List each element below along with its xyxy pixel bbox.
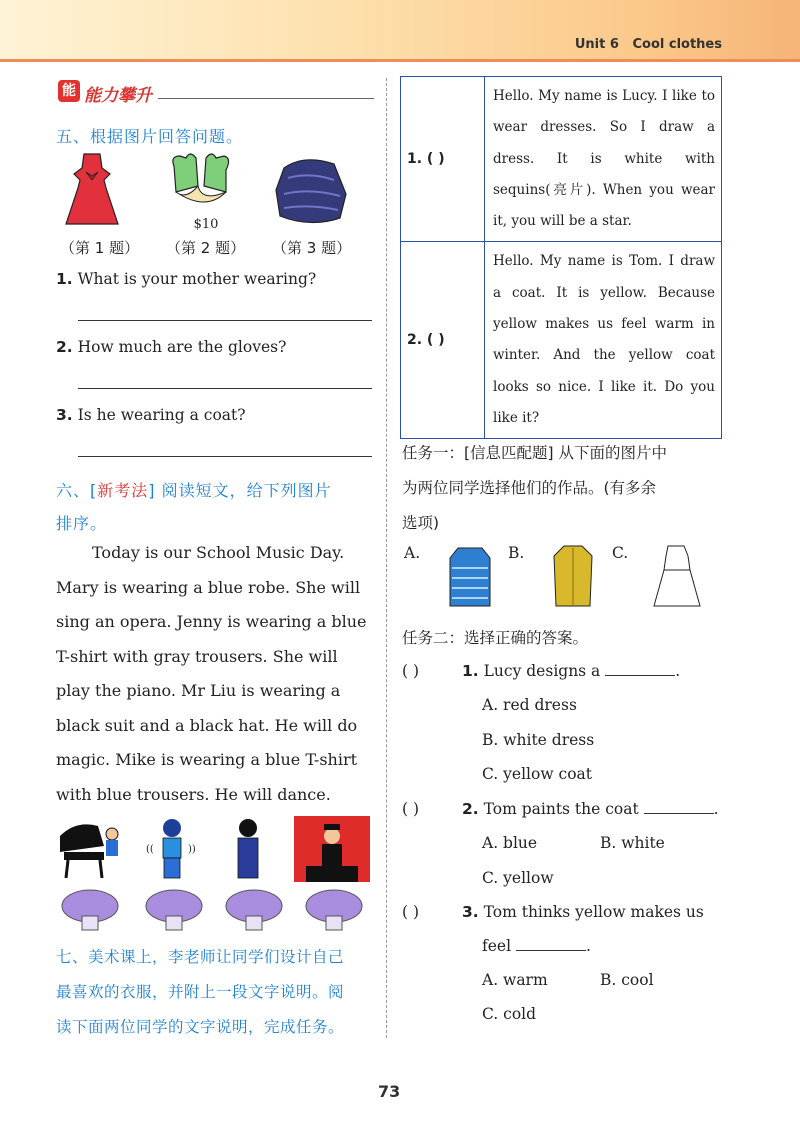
- column-divider: [386, 78, 387, 1038]
- row-2-number[interactable]: 2. ( ): [401, 242, 485, 439]
- task2-paren-1[interactable]: ( ): [402, 662, 420, 680]
- blank-1: [605, 675, 675, 676]
- part5-title: 五、根据图片回答问题。: [56, 127, 244, 146]
- task2-question-1: 1. Lucy designs a .: [462, 662, 681, 680]
- unit-title: Unit 6 Cool clothes: [574, 37, 722, 52]
- passage: Today is our School Music Day. Mary is wearing a blue robe. She will sing an opera. Jenny is wearing a blue T-shirt with gray trousers. She will play the piano. Mr Liu is wearing a black suit and a black hat. He will do magic. Mike is wearing a blue T-shirt with blue trousers. He will dance.: [56, 543, 367, 804]
- dress-picture: [66, 154, 118, 224]
- row-1-text: Hello. My name is Lucy. I like to wear dresses. So I draw a dress. It is white with sequins(亮片). When you wear it, you will be a star.: [485, 77, 722, 242]
- caption-1: （第 1 题）: [60, 239, 140, 257]
- caption-2: （第 2 题）: [166, 239, 246, 257]
- part6-title: 六、[新考法] 阅读短文，给下列图片 排序。: [56, 481, 332, 533]
- question-1: 1. What is your mother wearing?: [56, 270, 317, 288]
- dancer-picture: [146, 819, 196, 878]
- svg-text:)): )): [188, 844, 196, 855]
- q1-option-b[interactable]: B. white dress: [482, 731, 595, 749]
- table-row: [401, 242, 722, 439]
- gloves-picture: [173, 154, 229, 202]
- question-2: 2. How much are the gloves?: [56, 338, 287, 356]
- description-table: [400, 76, 722, 439]
- magician-picture: [294, 816, 370, 882]
- q2-option-c[interactable]: C. yellow: [482, 869, 554, 887]
- part5-pictures: [56, 150, 376, 234]
- answer-line-3[interactable]: [78, 456, 372, 457]
- blank-3: [516, 950, 586, 951]
- page-number: 73: [378, 1082, 401, 1101]
- task1-title: 任务一：[信息匹配题] 从下面的图片中 为两位同学选择他们的作品。(有多余 选项): [402, 444, 668, 532]
- answer-line-1[interactable]: [78, 320, 372, 321]
- q3-option-c[interactable]: C. cold: [482, 1005, 537, 1023]
- badge-icon: 能: [58, 80, 80, 102]
- answer-mushrooms: [62, 890, 362, 930]
- table-row: [401, 77, 722, 242]
- part6-pictures: [56, 816, 376, 936]
- yellow-coat-picture: [554, 546, 592, 606]
- q2-option-a[interactable]: A. blue: [482, 834, 538, 852]
- q3-option-a[interactable]: A. warm: [482, 971, 548, 989]
- task2-question-2: 2. Tom paints the coat .: [462, 800, 719, 818]
- answer-line-2[interactable]: [78, 388, 372, 389]
- part7-title: 七、美术课上，李老师让同学们设计自己 最喜欢的衣服，并附上一段文字说明。阅 读下面两位同学的文字说明，完成任务。: [56, 948, 345, 1036]
- new-method-tag: 新考法: [97, 481, 149, 500]
- header-stripe: [0, 59, 800, 62]
- badge-underline: [158, 98, 374, 99]
- task1-pictures: [400, 540, 720, 612]
- gloves-price: $10: [193, 217, 219, 232]
- badge-label: 能力攀升: [84, 86, 152, 106]
- white-dress-picture: [654, 546, 700, 606]
- q3-option-b[interactable]: B. cool: [600, 971, 654, 989]
- caption-3: （第 3 题）: [272, 239, 352, 257]
- mushroom-2: [146, 890, 202, 930]
- q1-option-c[interactable]: C. yellow coat: [482, 765, 593, 783]
- task2-paren-2[interactable]: ( ): [402, 800, 420, 818]
- task2-question-3-cont: feel .: [482, 937, 591, 955]
- row-1-number[interactable]: 1. ( ): [401, 77, 485, 242]
- page-header-band: [0, 0, 800, 62]
- row-2-text: Hello. My name is Tom. I draw a coat. It is yellow. Because yellow makes us feel warm in winter. And the yellow coat looks so nice. I like it. Do you like it?: [485, 242, 722, 439]
- sweater-picture: [450, 548, 490, 606]
- option-c-label: C.: [612, 544, 629, 562]
- svg-text:((: ((: [146, 844, 154, 855]
- task2-question-3: 3. Tom thinks yellow makes us: [462, 903, 704, 921]
- mushroom-3: [226, 890, 282, 930]
- piano-picture: [60, 824, 118, 878]
- task2-paren-3[interactable]: ( ): [402, 903, 420, 921]
- q1-option-a[interactable]: A. red dress: [482, 696, 577, 714]
- option-a-label: A.: [404, 544, 421, 562]
- question-3: 3. Is he wearing a coat?: [56, 406, 246, 424]
- opera-singer-picture: [238, 819, 258, 878]
- blank-2: [644, 813, 714, 814]
- task2-title: 任务二：选择正确的答案。: [402, 629, 589, 647]
- coat-picture: [276, 160, 346, 223]
- q2-option-b[interactable]: B. white: [600, 834, 665, 852]
- mushroom-4: [306, 890, 362, 930]
- section-badge: [58, 80, 384, 106]
- option-b-label: B.: [508, 544, 525, 562]
- mushroom-1: [62, 890, 118, 930]
